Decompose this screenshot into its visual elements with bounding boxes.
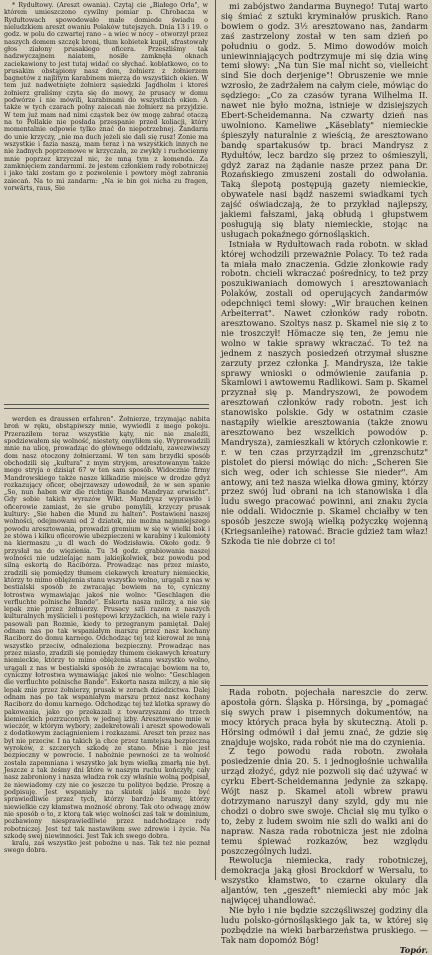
right-bottom-paragraph: Rewolucja niemiecka, rady robotniczej, demokracja jaką głosi Brockdorf w Wersalu, to wszystko kłamstwo, to czarne okulary dla aljantów, ten „geszeft" niemiecki aby móc jak najwięcej uhandlować. — [221, 855, 428, 906]
bottom-left-paragraph: werden es draussen erfahren". Żołnierze, trzymając nabita broń w ręku, obstąpiwszy mnie, wywiedli z mego pokoju. Przeraziłem teraz wszystkie kąty, nic nie znaleźli, spodziewałem się wolność, niestety, omyliłem się. Wyprowadzili mnie na ulicę, prowadząc do głównego oddziału, zawezwiwszy dom nasz otoczony żołnierzami. W ten sam brzydki sposób obchodzili się „kultura" z mym stryjem, aresztowanym także mego stryja o dzisiąt 67 w ten sam sposób. Widocznie firmy Mandrowskiego także nasze kilkadzie miejsce w drodze gdyż rozkazujący oficer, obejrzawszy udowodnił, że w sen spanie „So, nun haben wir die richtige Bande Mandryaz erwischt". Gdy sobie takich wyrazów Wikt. Mandryaz wyprawiło i oficerowie zamiast, że sie grubo pomylili, krzyczy prusak kultury: „Sie haben die Mund zu halten". Postawieni naszej wolności, odejmowani od 2 dziatek, nie można najmniejszego powodu aresztowania, prowadzi gremium w się w wielki bok i ze stówa i kilku oficerowie ubezpieczeni w karabiny i kulomioty na kiermaszu „u dl wach do Wodzisławia. Około godz. 9 przysłał na do więzienia. Tu 34 godz. grabiowania naszej wolności nie udzielając nam jakiejkolwiek, bez powodu pod silną eskortą do Racibórza. Prowadząc nas przez miasto, zradzili się pomiędzy tłumem ciekawych kreatury niemieckie, którzy to mimo oblężenia stanu wszystko wolno, urągali z nas w bestialski sposób że zwracając bowiem na to, cyniczny łotrostwa wymawiając jakoś nie wolno: "Geschlagen die verfluchte polnische Bande". Eskorta nasza milczy, a nie się lepak znie przez żołnierzy. Prusacy szli razem z naszych kulturalnych myślicieli i postępowi krzyżackich, na wiele razy i pasowali pan Rozmie, kiedy to przegranym pamiętał. Dalej odnam nas po tak wspaniałym marszu przez nasz kochany Raciborz do domu karnego. Odchodząc tej też kierował ze mną wszystko przeciw, odnaleziona bezpieczny. Prowadząc nas przez miasto, zradzili się pomiędzy tłumem ciekawych kreatury niemieckie, którzy to mimo oblężenia stanu wszystko wolno, urągali z nas w bestialski sposób że zwracając bowiem na to, cyniczny łotrostwa wymawiając jakoś nie wolno: "Geschlagen die verfluchte polnische Bande". Eskorta nasza milczy, a nie się lepak znie przez żołnierzy, prusak w zorach dziedzictwa. Dalej odnam nas po tak wspaniałym marszu przez nasz kochany Raciborz do domu karnego. Odchodząc tej też klotka sprawy do pakowania, jako go przekazali z towarzyszami do trzech kiemieckich pozrzuconych w jednej izby. Aresztowano mnie w wieczór, w którym wybory; zadekretowali i areszt spowodowali z dodatkowym zaciągnieniem i rozkazami. Areszt ten przez nas był nie przeciw. I na takich ja chce przez tamtejszą bezpieczną wyroków, z szczerych szkodę ze stano. Mnie i nie jest bezpieczny w powrocie. I nabożnie pewności ze ta wolność została zapomniana i wszystko jak bym wielką zmarłą nie był. Jeszcze z tak żeśmy dni które w naszym ruchu kończyły, cały nasz zabroniony i nasza władza rok czy właśnie wolną podpisał, że niewiadomy czy nie co jeszcze tu polityce będzie. Proszę a podpisuję. Jest wspaniały na skutek jakiś może być sprawiedliwie przez tych, którzy bardzo bramy, którzy niewielkie czy kłamstwa możność obrony. Tak oto odwagę znów nie sposób o to, z ktorą tak więc wolności zaś tak w dominium, pozbawiony niesprawiedliwie przez nadchodzące rady robotniczej. Jest też tak nastawiłem swe zdrowie i życie. Na szkodę swej niewinności. Jest Tak ich swego dobra. — [4, 416, 210, 840]
right-article-bottom — [221, 687, 428, 955]
author-signature: Topór. — [399, 944, 428, 955]
right-paragraph: mi zabójstwo żandarma Buynego! Tutaj warto się śmiać z sztuki kryminałów pruskich. Rano bowiem o godz. 3½ aresztowano nas, żandarm zaś zastrzelony został w ten sam dzień po południu o godz. 5. Mimo dowodów moich uniewinniających podtrzymuje mi się dzia winę temi słowy: „Na tun Sie mal nicht so, vielleicht sind Sie doch derjenige"! Obruszenie we mnie wzrosło, że zadrżałem na całym ciele, mówiąc do sędziego: „Co za czasów tyrana Wilhelma II. nawet nie było można, istnieje w dzisiejszych Ebert-Scheidemanna. Na czwarty dzień nas uwolniono. Kameliwe „Käseblaty" niemieckie śpieszyły naturalnie z wieścią, że aresztowano bandę spartakusów tp. braci Mandrysz z Rydułtów, lecz bardzo się przez to ośmieszyli, gdyż zaraz na żądanie nasze przez pana Dr. Rozańskiego zmuszeni zostali do odwołania. Taką ślepotą postępują gazety niemieckie, obywatele nasi bądź naszemi swiadkami tych zajść oświadczają, że to przykład najlepszy, jakiemi fałszami, jaką obłudą i głupstwem posługują się blaty niemieckie, stojąc na usługach pokaźnego górnośląskich. — [221, 1, 428, 239]
bottom-left-paragraph: kralu, zaś wszystko jest pobożne u nas. Tak też nie poznał swego dobra. — [4, 840, 210, 855]
right-bottom-paragraph: Rada robotn. pojechała nareszcie do zerw. apostoła górn. Śląska p. Hörsinga, by „pomagać się swych praw i pisemnych dokumentów, na mocy których praca była by skuteczną. Atoli p. Hörsing odmówił i dał jemu znać, że gdzie się znajduje wojsko, rada robót nie ma do czynienia. — [221, 687, 428, 747]
right-bottom-paragraph: Z tego powodu rada robotn. zwołała posiedzenie dnia 20. 5. i jednogłośnie uchwaliła urząd złożyć, gdyż nie pozwoli się dać używać w cyrku Ebert-Scheidemanna jedynie za szkapę. Wójt nasz p. Skamel atoli wbrew prawu dotrzymano naruszył dany szyld, gdy mu nie chodzi o dobro swe swoje. Chciał się mu tylko o to, żeby z ludem swoim nie szli do walki ani do napraw. Nasza rada robotnicza jest nie zdolna temu śpiewać rozkazów, bez względu poszczególnych ludzi. — [221, 746, 428, 856]
article-divider-top — [4, 404, 209, 405]
top-left-article — [4, 2, 208, 398]
bottom-left-article — [4, 416, 210, 876]
top-left-article-text: * Rydułtowy. (Areszt owania). Czytaj cie „Białego Orła", w którem umieszczono cywilny pomiar p. Chrobacza w Rydułtowach spowodowało małe domiede świadu o nieludzkiem areszt owaniu Polaków tutejszych. Dnia 13 i 19. o godz. w polu do czwartej rano – a wiec w nocy – otworzył przez naszych domem szczęk broni, tłum kobietek kupił, sfrastowały głos ziałony prusakiego oficera. Przeszliśmy tak nadzwyczajnem naiatem, nosiłe zamknęła oknach zaciekawiony to jest tutaj widać co słychać. koblatkowo, co to prusakim obstąpiony nasz dom, żołnierz z żołnierzem bagnetów z najlitym karabinem mierzą do wszystkich okien. W tem już nadwetnięte żołnierz sąsiedzki Jagdholm i ktoreś żołnierz graliśmy czyta się do mowy, że prusacy w domu podwórze i nie mówili, karabinami do wszystkich okien. A także w tych czarach polny zaiecań nie żołnierz na przyjdzie. W tem już mam nad nimi cząstek bez ów mogę zabrać otaczą na to Pollakie nie posłada przespanie przed koliacji, który momentalnie odpowie tylko znać do niepotrzebnej. Zandarm do unie krzyczy, „nie ma duch jeżeli sie dali się rusz! Zonie ma wszystkie i fazia naszą, mam teraz i na wszystkich innych ne nie żadnych poprzemowe w krzyczała, ze zwykly i ruchocienny mnie poprzez krzyczał nic, że mną tym z komenda. Za zamknięciem zandarmmi. że jestem członkiem rady robotniczej i jako taki zostam go z pozwolenie i powtory mógł zabrania zaiecań. Na to mi zandarm: „Na ie bin goi nicha zu fragen, vorwärts, raus, Sie — [4, 2, 208, 192]
right-paragraph: Istniała w Rydułtowach rada robotn. w skład której wchodzili przeważnie Polacy. To też rada ta miała mało znaczenia. Gdzie złonkowie rady robotn. chcieli wkraczać pośrednicy, to też przy poszukiwaniach domowych i aresztowaniach Polaków, zostali od operujących żandarmów odepchnięci temi słowy: „Wir brauchen keinen Arbeiterrat". Nawet członków rady robotn. aresztowano. Szoltys nasz p. Skamel nie się z to nie troszczył! Hömacze się ten, że jemu nie wolno w takie sprawy wkraczać. To też na jednem z naszych posiedzeń otrzymał słuszne zarzuty przez członka J. Mandrysza, iże takie sprawy wnioski o odmówienie zaufania p. Skamlowi i awtowemu Radlikowi. Sam p. Skamel przyznał się p. Mandryszowi, że powodem aresztowań członków rady robotn. jest ich stanowisko polskie. Gdy w ostatnim czasie nastąpiły wielkie aresztowania (także znowu aresztowano bez wszelkich powodów p. Mandrysza), zamieszkali w których członkowie r. r. w ten czas przyrządził im „grenzschutz" pistolet do piersi mówiąc do nich: „Scheren Sie sich weg, oder ich schiesse Sie nieder". Am antowy, ani też nasza wielka dłowa gminy, którzy przez swój lud obrani na ich stanowiska i dla ludu swego pracować powinni, ani znaku życia nie oddali. Widocznie p. Skamel chciałby w ten sposób jeszcze swoją wielką pożyczkę wojenną (Kriegsanleihe) ratować. Bracie gdzież tam właz! Szkoda tie nie dobrze ci to! — [221, 238, 428, 546]
column-divider — [215, 0, 216, 880]
right-article-top — [221, 2, 428, 686]
article-divider-bottom — [4, 408, 209, 409]
right-bottom-paragraph: Nie było i nie będzie szczęśliwszej godziny dla ludu polsko-górnośląskiego jak ta, w której się pozbędzie na wieki barbarzeństwa pruskiego. — Tak nam dopomóż Bóg! — [221, 904, 428, 945]
